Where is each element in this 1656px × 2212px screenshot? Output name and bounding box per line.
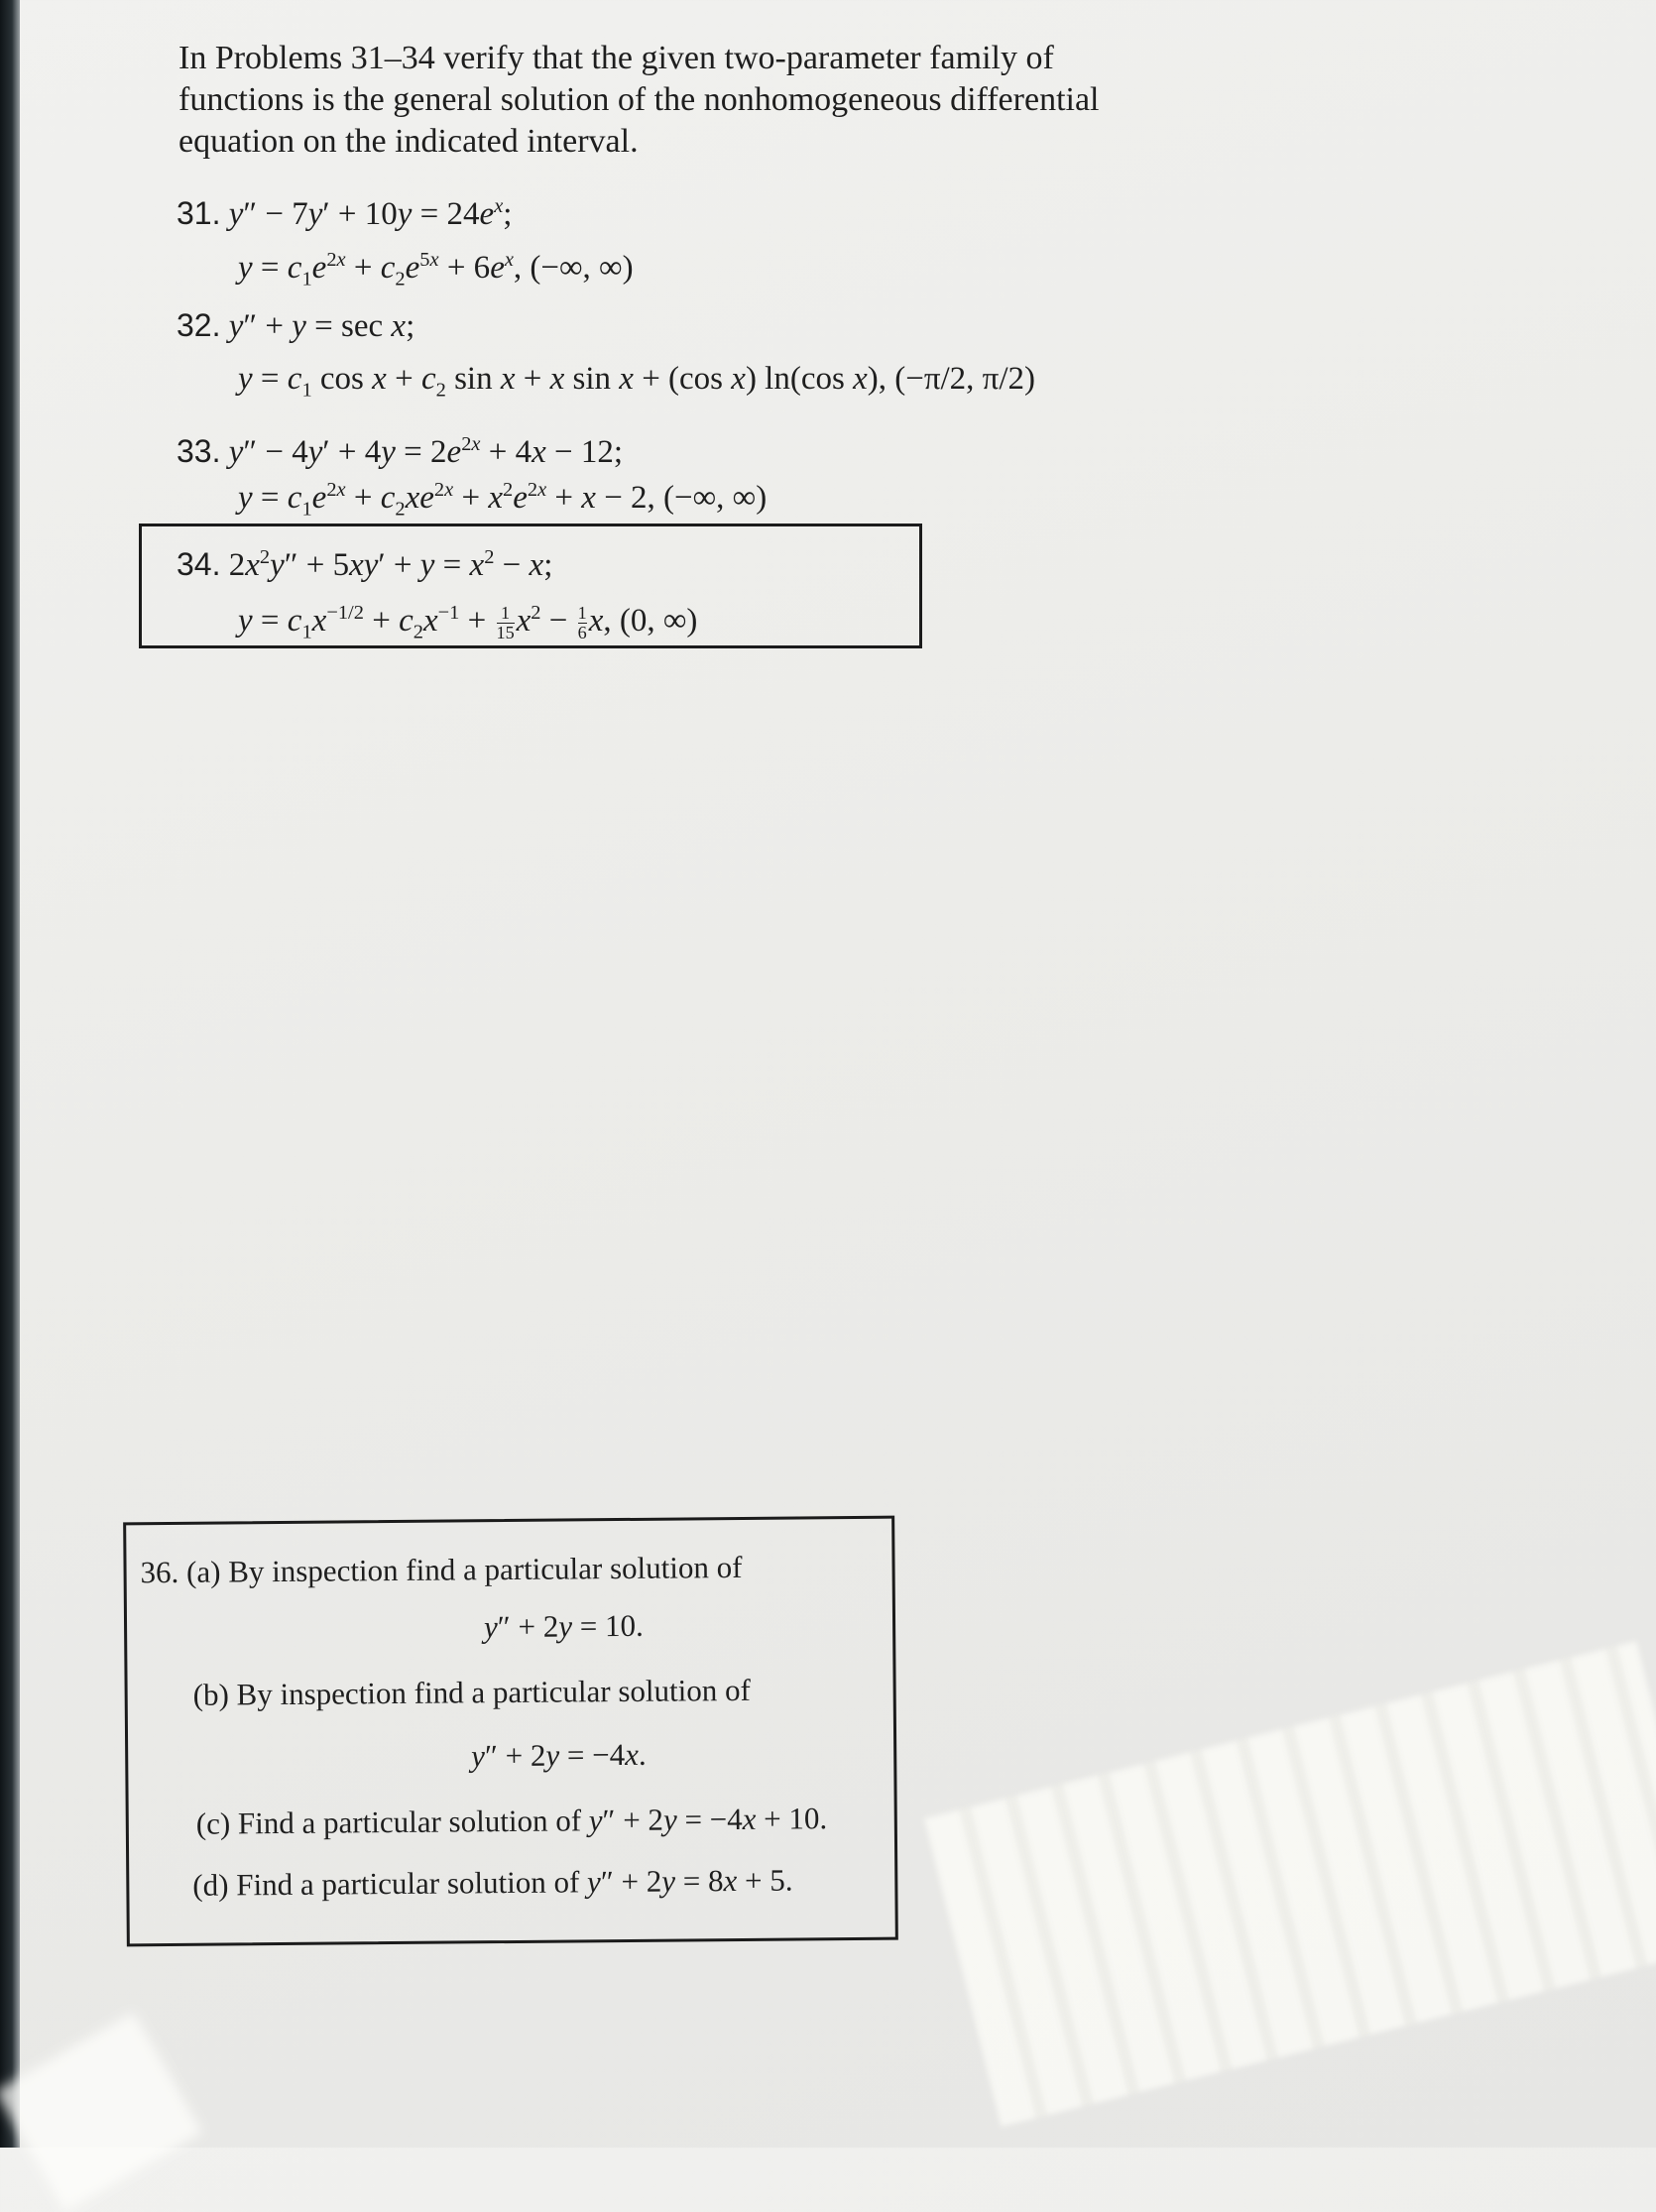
problem-36-c <box>196 1799 828 1844</box>
problem-32-solution: $y = c_1$ $\cos x + c_2$ sin x + x sin x + (cos x) ln(cos x), (−π/2, π/2) <box>238 361 1035 402</box>
problem-31-number: 31. <box>177 195 221 231</box>
problem-36-number: 36. <box>140 1554 179 1590</box>
light-glare-corner <box>0 2012 202 2211</box>
part-b-label: (b) <box>192 1677 229 1712</box>
problem-32-equation <box>177 303 414 348</box>
light-glare <box>924 1641 1656 2127</box>
part-c-label: (c) <box>195 1805 231 1841</box>
intro-text: In Problems 31–34 verify that the given two-parameter family of functions is the general solution of the nonhomogeneous differential equation on the indicated interval. <box>178 40 1100 160</box>
problem-34-equation <box>177 535 552 587</box>
screen-bezel <box>0 0 20 2148</box>
problem-36-d <box>192 1861 793 1906</box>
problem-31-solution: $y = c_1e^{2x} + c_2e^{5x} + 6e^x$, (−∞, ∞) <box>238 249 634 291</box>
part-a-text: By inspection find a particular solution of <box>228 1549 743 1589</box>
problem-36-b <box>192 1671 751 1715</box>
problem-31-eq-text: $y'' - 7y' + 10y = 24e^x$; <box>228 195 513 232</box>
fraction-1-15: $\frac{1}{15}$ <box>496 602 515 642</box>
problem-33-eq-text: $y'' - 4y' + 4y = 2e^{2x} + 4x - 12$; <box>228 433 624 470</box>
part-a-label: (a) <box>185 1554 221 1589</box>
fraction-1-6: $\frac{1}{6}$ <box>577 602 587 642</box>
part-b-equation: y″ + 2y = −4x. <box>471 1736 647 1774</box>
problem-33-number: 33. <box>177 433 221 469</box>
problem-33-solution: $y = c_1e^{2x} + c_2xe^{2x} + x^2e^{2x} + x - 2$, (−∞, ∞) <box>238 479 768 521</box>
problem-34-eq-text: $2x^2y'' + 5xy' + y = x^2 - x$; <box>228 546 553 583</box>
problem-33-equation <box>177 422 623 474</box>
part-d-text: Find a particular solution of y″ + 2y = 8x + 5. <box>236 1862 793 1903</box>
problem-34-solution: $y = c_1x^{-1/2} + c_2x^{-1}$ + $\frac{1}{15}$ $x^2$ − $\frac{1}{6}$ x, (0, ∞) <box>238 602 698 643</box>
part-b-text: By inspection find a particular solution of <box>236 1672 751 1712</box>
problem-36-a <box>140 1548 742 1592</box>
problem-34-number: 34. <box>177 546 221 582</box>
part-c-text: Find a particular solution of y″ + 2y = −4x + 10. <box>237 1801 828 1841</box>
problem-31-equation <box>177 184 512 236</box>
part-a-equation: y″ + 2y = 10. <box>483 1607 644 1645</box>
problem-36-box <box>123 1516 898 1947</box>
part-d-label: (d) <box>192 1867 229 1903</box>
problem-32-number: 32. <box>177 307 221 343</box>
problem-32-eq-text: y″ + y = sec x; <box>228 308 415 344</box>
